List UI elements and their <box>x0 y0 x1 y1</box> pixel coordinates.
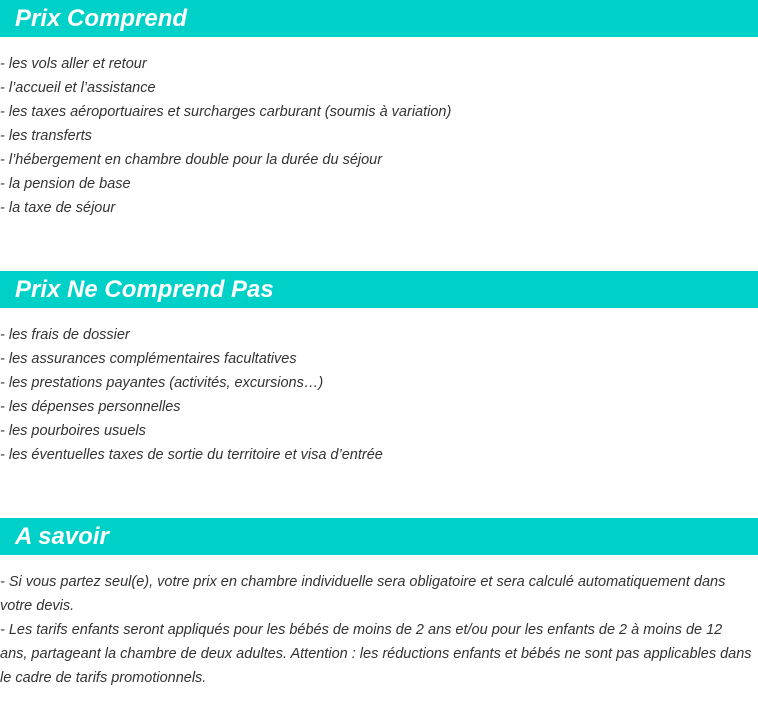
list-item: - les prestations payantes (activités, excursions…) <box>0 375 324 391</box>
info-paragraph: - Les tarifs enfants seront appliqués pour les bébés de moins de 2 ans et/ou pour les enfants de 2 à moins de 12 ans, partageant la chambre de deux adultes. Attention : les réductions enfants et bébés ne sont pas applicables dans le cadre de tarifs promotionnels. <box>0 622 752 686</box>
section-header-included <box>0 0 758 37</box>
list-item: - les assurances complémentaires facultatives <box>0 351 297 367</box>
section-header-good-to-know <box>0 518 758 555</box>
list-item: - la pension de base <box>0 176 131 192</box>
list-item: - les vols aller et retour <box>0 56 147 72</box>
section-title-good-to-know: A savoir <box>15 523 109 550</box>
list-item: - les frais de dossier <box>0 327 130 343</box>
list-item: - les dépenses personnelles <box>0 399 181 415</box>
list-item: - les éventuelles taxes de sortie du territoire et visa d’entrée <box>0 447 383 463</box>
list-item: - la taxe de séjour <box>0 200 116 216</box>
list-item: - les taxes aéroportuaires et surcharges carburant (soumis à variation) <box>0 104 452 120</box>
list-item: - les transferts <box>0 128 92 144</box>
section-title-included: Prix Comprend <box>15 5 188 32</box>
info-paragraph: - Si vous partez seul(e), votre prix en chambre individuelle sera obligatoire et sera calculé automatiquement dans votre devis. <box>0 574 726 614</box>
section-header-not-included <box>0 271 758 308</box>
good-to-know-text <box>0 570 752 690</box>
section-title-not-included: Prix Ne Comprend Pas <box>15 276 274 303</box>
list-item: - les pourboires usuels <box>0 423 146 439</box>
list-item: - l’hébergement en chambre double pour la durée du séjour <box>0 152 383 168</box>
not-included-list <box>0 323 758 467</box>
included-list <box>0 52 758 220</box>
list-item: - l’accueil et l’assistance <box>0 80 156 96</box>
